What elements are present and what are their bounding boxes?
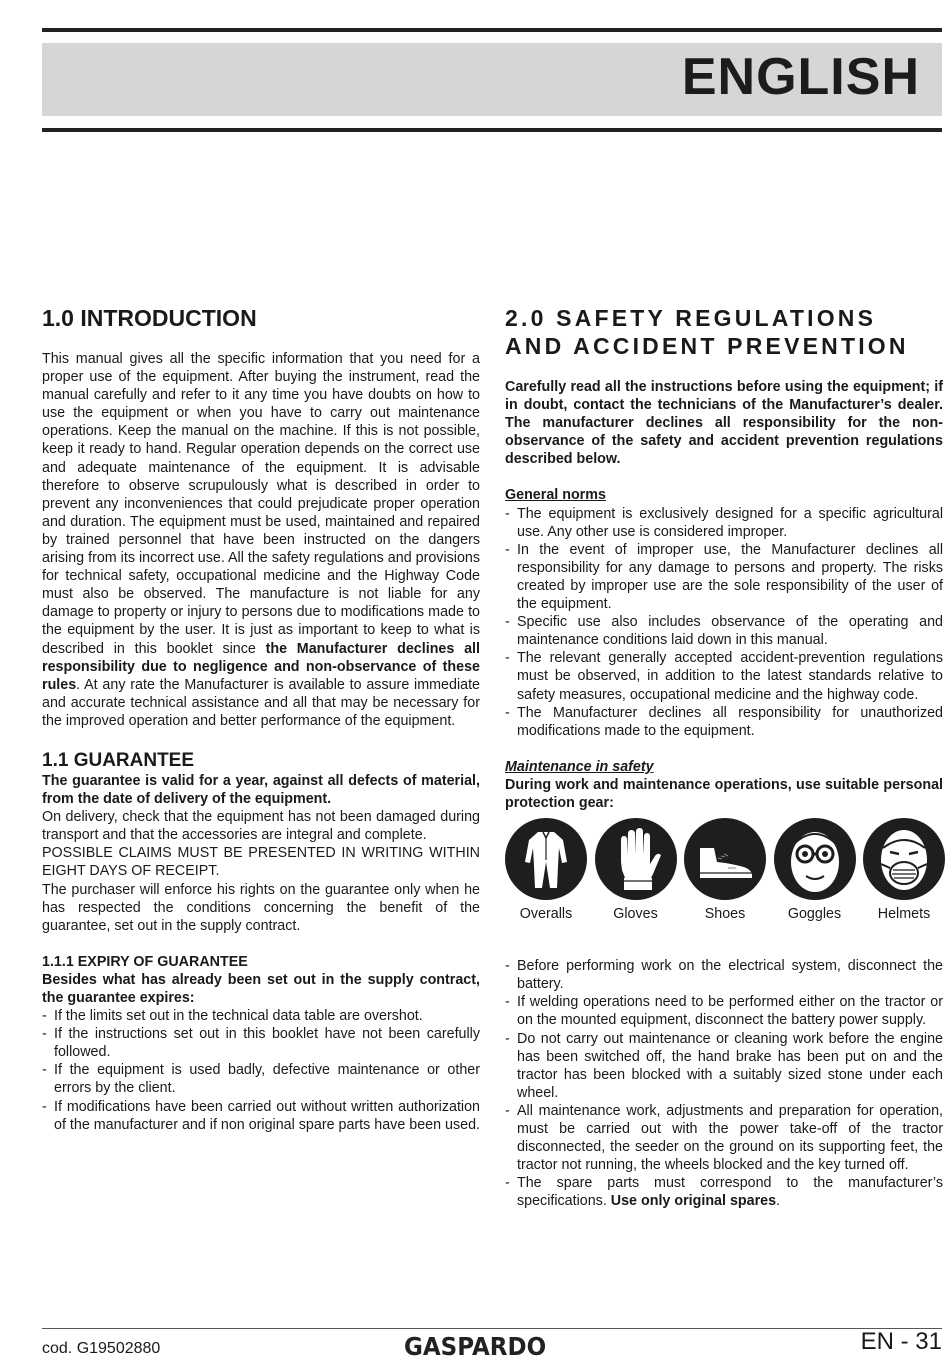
shoes-icon (684, 818, 766, 900)
list-item: - In the event of improper use, the Manufacturer declines all responsibility for any damage to persons and property. The risks created by improper use are the sole responsibility of the user of the equipment. (505, 541, 943, 613)
document-code: cod. G19502880 (42, 1340, 161, 1357)
ppe-gloves (595, 818, 677, 923)
gloves-icon (595, 818, 677, 900)
left-column (42, 300, 480, 1134)
list-item: - If the equipment is used badly, defective maintenance or other errors by the client. (42, 1061, 480, 1097)
intro-heading: 1.0 INTRODUCTION (42, 305, 257, 331)
general-norms-heading: General norms (505, 487, 606, 504)
guarantee-paragraph-1: On delivery, check that the equipment has not been damaged during transport and that the accessories are integral and complete. (42, 809, 480, 844)
list-item-bold: Use only original spares (610, 1193, 777, 1210)
maintenance-list (505, 957, 943, 1210)
list-item: - If modifications have been carried out without written authorization of the manufacturer and if non original spare parts have been used. (42, 1098, 480, 1134)
expiry-heading: 1.1.1 EXPIRY OF GUARANTEE (42, 953, 248, 970)
safety-bold-intro: Carefully read all the instructions before using the equipment; if in doubt, contact the technicians of the Manufacturer’s dealer. The manufacturer declines all responsibility for the non-observance of the safety and accident prevention regulations described below. (505, 379, 943, 468)
list-item: - The relevant generally accepted accident-prevention regulations must be observed, in addition to the latest standards relative to safety measures, occupational medicine and the highway code. (505, 649, 943, 703)
guarantee-bold-intro: The guarantee is valid for a year, against all defects of material, from the date of delivery of the equipment. (42, 772, 480, 808)
intro-paragraph (42, 350, 480, 730)
list-item: - If welding operations need to be performed either on the tractor or on the mounted equipment, disconnect the battery power supply. (505, 993, 943, 1029)
right-column (505, 300, 943, 1210)
list-item: - Specific use also includes observance of the operating and maintenance conditions laid down in this manual. (505, 613, 943, 649)
expiry-list (42, 1007, 480, 1134)
ppe-icons-row (505, 818, 945, 923)
ppe-shoes (684, 818, 766, 923)
maintenance-heading: Maintenance in safety (505, 758, 654, 775)
goggles-icon (774, 818, 856, 900)
header-top-rule (42, 28, 942, 32)
guarantee-paragraph-2: POSSIBLE CLAIMS MUST BE PRESENTED IN WRITING WITHIN EIGHT DAYS OF RECEIPT. (42, 845, 480, 880)
guarantee-heading: 1.1 GUARANTEE (42, 749, 195, 771)
ppe-helmets (863, 818, 945, 923)
helmet-icon (863, 818, 945, 900)
brand-logo: GASPARDO (404, 1332, 547, 1361)
intro-bold-text: the Manufacturer declines all responsibility due to negligence and non-observance of these rules (42, 640, 480, 693)
header-band (42, 43, 942, 116)
ppe-label: Overalls (519, 906, 573, 923)
ppe-overalls (505, 818, 587, 923)
ppe-goggles (774, 818, 856, 923)
page-number: EN - 31 (860, 1328, 942, 1355)
list-item: - If the instructions set out in this booklet have not been carefully followed. (42, 1025, 480, 1061)
ppe-label: Gloves (613, 906, 658, 923)
ppe-label: Goggles (787, 906, 842, 923)
list-item (505, 1174, 943, 1210)
list-item: - Before performing work on the electrical system, disconnect the battery. (505, 957, 943, 993)
list-item: - The equipment is exclusively designed for a specific agricultural use. Any other use is considered improper. (505, 505, 943, 541)
spacer (505, 923, 943, 957)
maintenance-bold-intro: During work and maintenance operations, use suitable personal protection gear: (505, 776, 943, 811)
general-norms-list (505, 505, 943, 740)
list-item: - All maintenance work, adjustments and preparation for operation, must be carried out with the power take-off of the tractor disconnected, the seeder on the ground on its supporting feet, the tractor not running, the wheels blocked and the key turned off. (505, 1102, 943, 1174)
ppe-label: Shoes (704, 906, 746, 923)
intro-text: This manual gives all the specific information that you need for a proper use of the equipment. After buying the instrument, read the manual carefully and refer to it any time you have doubts on how to use the equipment or when you have to carry out maintenance operations. Keep the manual on the machine. If this is not possible, keep it ready to hand. Regular operation depends on the correct use and adequate maintenance of the equipment. It is advisable therefore to observe scrupulously what is described in order to prevent any inconveniences that could prejudicate proper operation and duration. The equipment must be used, maintained and repaired by trained personnel that have been instructed on the dangers arising from its incorrect use. All the safety regulations and provisions for technical safety, occupational medicine and the Highway Code must also be observed. The manufacture is not liable for any damage to property or injury to persons due to modifications made to the equipment by the user. It is just as important to keep to what is described in this booklet since (42, 351, 480, 657)
list-item: - The Manufacturer declines all responsibility for unauthorized modifications made to the equipment. (505, 704, 943, 740)
intro-text-end: . At any rate the Manufacturer is available to assure immediate and accurate technical assistance and all that may be necessary for the improved operation and better performance of the equipment. (42, 676, 480, 729)
list-item-text: The spare parts must correspond to the manufacturer’s specifications. (517, 1175, 943, 1210)
overalls-icon (505, 818, 587, 900)
expiry-bold-intro: Besides what has already been set out in the supply contract, the guarantee expires: (42, 971, 480, 1006)
ppe-label: Helmets (877, 906, 931, 923)
footer-rule (42, 1328, 942, 1329)
list-item: - Do not carry out maintenance or cleaning work before the engine has been switched off, the hand brake has been put on and the tractor has been blocked with a suitably sized stone under each wheel. (505, 1030, 943, 1102)
list-item-end: . (776, 1193, 781, 1210)
guarantee-paragraph-3: The purchaser will enforce his rights on the guarantee only when he has respected the conditions concerning the benefit of the guarantee, set out in the supply contract. (42, 881, 480, 934)
header-bottom-rule (42, 128, 942, 132)
language-title: ENGLISH (681, 48, 920, 106)
list-item: - If the limits set out in the technical data table are overshot. (42, 1007, 480, 1025)
safety-heading: 2.0 SAFETY REGULATIONS AND ACCIDENT PREVENTION (505, 305, 909, 359)
